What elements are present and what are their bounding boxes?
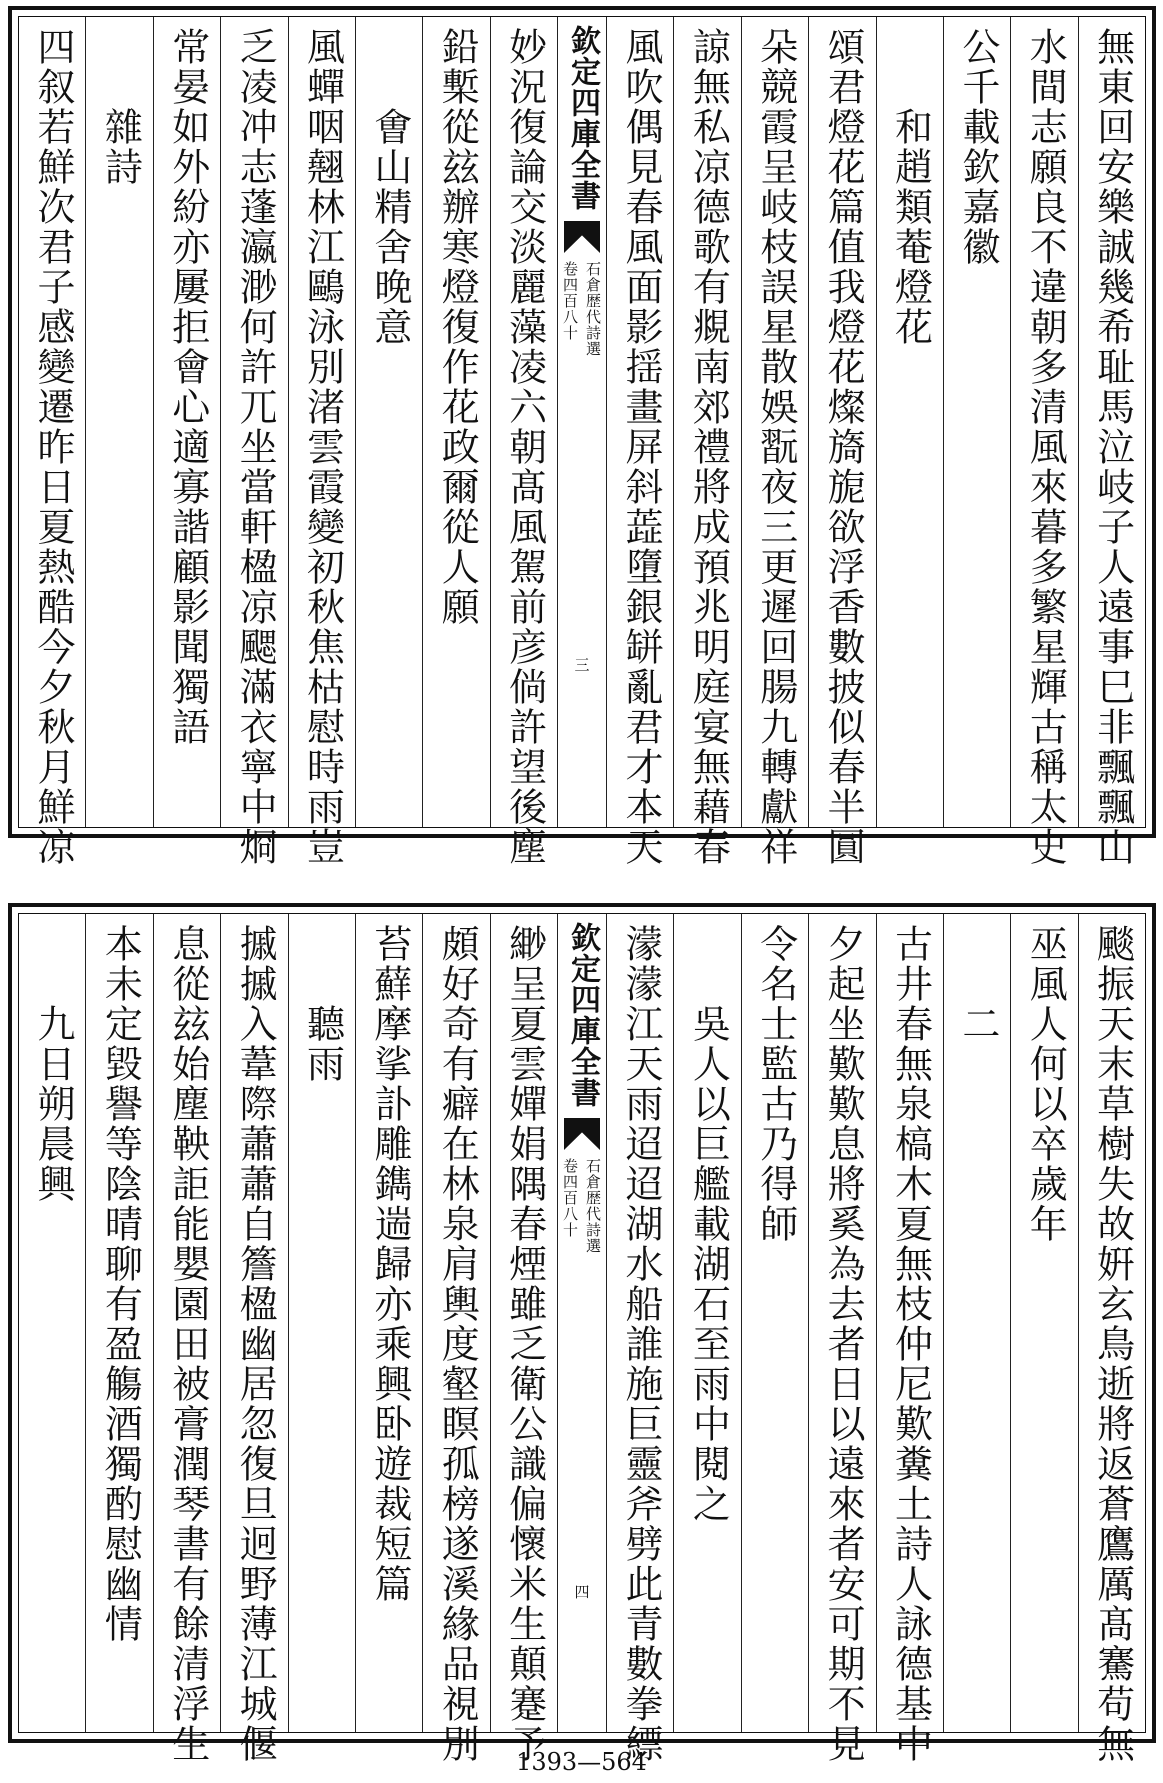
text-column: 諒無私凉德歌有覜南郊禮將成預兆明庭宴無藉春: [674, 17, 741, 827]
book-title: 欽定四庫全書: [565, 25, 600, 211]
poem-title-column: 和趙類菴燈花: [877, 17, 944, 827]
fishtail-mark-icon: [564, 1118, 600, 1150]
collection-title: 石倉歴代詩選: [584, 1158, 602, 1254]
poem-title-column: 雜詩: [86, 17, 153, 827]
collection-title: 石倉歴代詩選: [584, 261, 602, 357]
text-column: 令名士監古乃得師: [742, 914, 809, 1732]
book-title: 欽定四庫全書: [565, 922, 600, 1108]
text-column: 乏凌冲志蓬瀛渺何許兀坐當軒楹凉颸滿衣寧中烱: [221, 17, 288, 827]
text-column: 公千載欽嘉徽: [944, 17, 1011, 827]
text-column: 本未定毀譽等陰晴聊有盈觴酒獨酌慰幽情: [86, 914, 153, 1732]
text-column: 巫風人何以卒歲年: [1011, 914, 1078, 1732]
text-column: 摵摵入葦際蕭蕭自簷楹幽居忽復旦迥野薄江城偃: [221, 914, 288, 1732]
top-page-columns: [19, 17, 1145, 867]
page-number: 四: [572, 1584, 591, 1599]
top-page: [8, 6, 1156, 867]
text-column: 緲呈夏雲嬋娟隅春煙雖乏衛公識偏懷米生顛蹇予: [491, 914, 558, 1732]
spine-subtitle: [560, 1158, 604, 1254]
top-page-frame: [18, 16, 1146, 867]
text-column: 夕起坐歎歎息將奚為去者日以遠來者安可期不見: [809, 914, 876, 1732]
center-spine: [558, 17, 607, 827]
text-column: 苔蘚摩挲訃雕鐫遄歸亦乘興卧遊裁短篇: [356, 914, 423, 1732]
poem-title-column: 九日朔晨興: [19, 914, 86, 1732]
page-footer-number: 1393—564: [516, 1748, 647, 1776]
text-column: 鉛槧從玆辦寒燈復作花政爾從人願: [423, 17, 490, 827]
poem-title-column: 聽雨: [289, 914, 356, 1732]
text-column: 頌君燈花篇值我燈花燦旖旎欲浮香數披似春半圓: [809, 17, 876, 827]
text-column: 風吹偶見春風面影揺畫屏斜蕋墮銀缾亂君才本天: [607, 17, 674, 827]
text-column: 頗好奇有癖在林泉肩輿度壑瞑孤榜遂溪緣品視別: [423, 914, 490, 1732]
poem-title-column: 吳人以巨艦載湖石至雨中閱之: [674, 914, 741, 1732]
page-number: 三: [572, 657, 591, 672]
poem-title-column: 二: [944, 914, 1011, 1732]
text-column: 颷振天末草樹失故姸玄鳥逝將返蒼鷹厲髙騫苟無: [1090, 924, 1135, 1764]
text-column: 朵競霞呈岐枝誤星散娛翫夜三更遲回腸九轉獻祥: [742, 17, 809, 827]
fishtail-mark-icon: [564, 221, 600, 253]
text-column: 息從玆始塵鞅詎能嬰園田被膏潤琴書有餘清浮生: [154, 914, 221, 1732]
poem-title-column: 㑹山精舍晚意: [356, 17, 423, 827]
text-column: 四叙若鮮次君子感變遷昨日夏熱酷今夕秋月鮮凉: [19, 17, 86, 827]
text-column: 古井春無泉槁木夏無枝仲尼歎糞土詩人詠德基中: [877, 914, 944, 1732]
spine-subtitle: [560, 261, 604, 357]
text-column: 妙況復論交淡麗藻凌六朝髙風駕前彦倘許望後塵: [491, 17, 558, 827]
center-spine: [558, 914, 607, 1732]
text-column: 常晏如外紛亦屢拒會心適寡諧顧影聞獨語: [154, 17, 221, 827]
volume-number: 卷四百八十: [561, 1158, 579, 1238]
volume-number: 卷四百八十: [561, 261, 579, 341]
text-column: 水間志願良不違朝多清風來暮多繁星輝古稱太史: [1011, 17, 1078, 827]
text-column: 風蟬咽翹林江鷗泳別渚雲霞變初秋焦枯慰時雨豈: [289, 17, 356, 827]
text-column: 無東回安樂誠幾希耻馬泣岐子人遠事巳非飄飄山: [1090, 27, 1135, 867]
text-column: 濛濛江天雨迢迢湖水船誰施巨靈斧劈此青數拳縹: [607, 914, 674, 1732]
